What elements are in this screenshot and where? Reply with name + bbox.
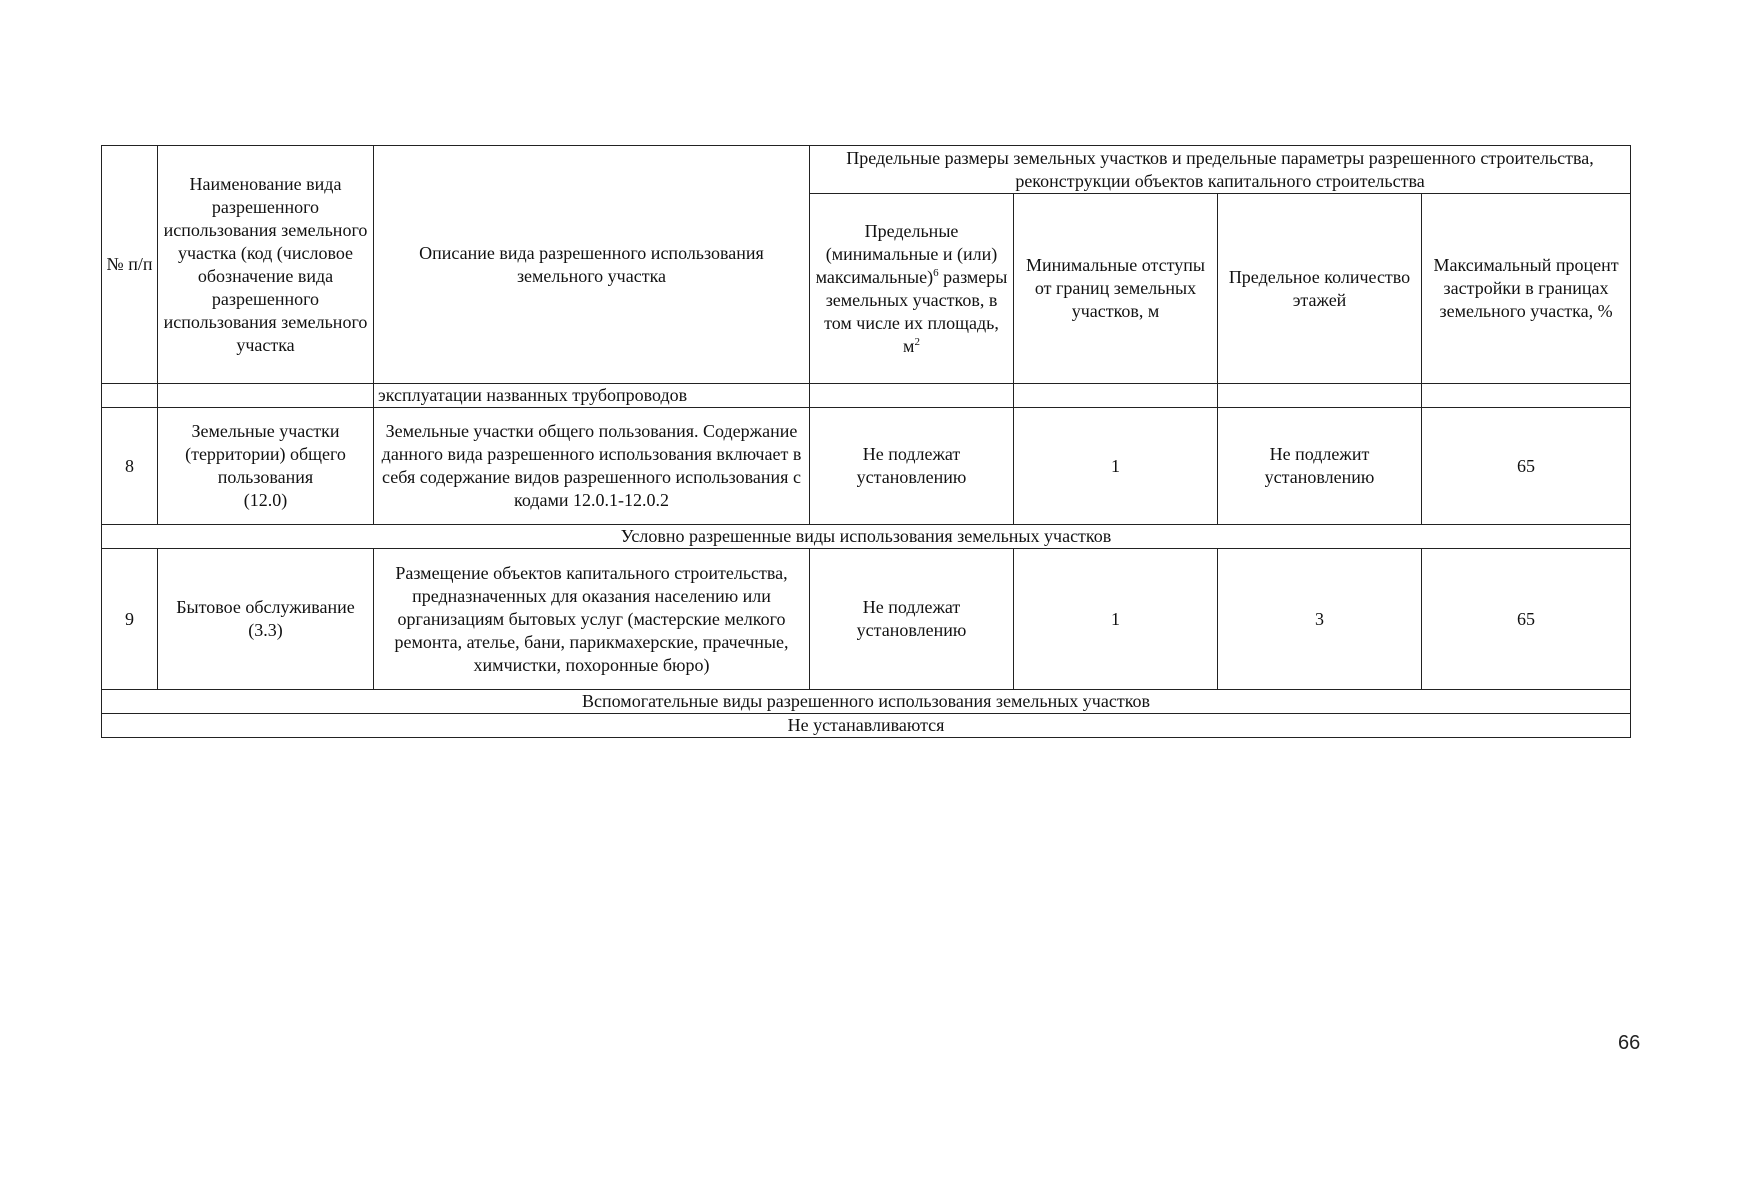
- row-floors: Не подлежит установлению: [1218, 408, 1422, 525]
- header-floors: Предельное количество этажей: [1218, 194, 1422, 384]
- row-description: Земельные участки общего пользования. Содержание данного вида разрешенного использования включает в себя содержание видов разрешенного использования с кодами 12.0.1-12.0.2: [374, 408, 810, 525]
- row-description: Размещение объектов капитального строительства, предназначенных для оказания населению или организациям бытовых услуг (мастерские мелкого ремонта, ателье, бани, парикмахерские, прачечные, химчистки, похоронные бюро): [374, 549, 810, 690]
- row-code: (12.0): [243, 490, 288, 510]
- section-auxiliary: Вспомогательные виды разрешенного использования земельных участков: [102, 690, 1631, 714]
- header-size-footnote: 6: [933, 266, 939, 279]
- header-setbacks: Минимальные отступы от границ земельных участков, м: [1014, 194, 1218, 384]
- row-setbacks: 1: [1014, 408, 1218, 525]
- page-number: 66: [1618, 1032, 1641, 1054]
- continuation-row: [102, 384, 1631, 408]
- row-name-text: Бытовое обслуживание: [176, 597, 355, 617]
- row-coverage: 65: [1422, 408, 1631, 525]
- header-size-unit: 2: [914, 335, 920, 348]
- row-size: Не подлежат установлению: [810, 408, 1014, 525]
- header-num: № п/п: [102, 146, 158, 384]
- row-num: 9: [102, 549, 158, 690]
- row-setbacks: 1: [1014, 549, 1218, 690]
- row-code: (3.3): [248, 620, 283, 640]
- section-row: [102, 714, 1631, 738]
- row-name-text: Земельные участки (территории) общего пользования: [185, 421, 346, 487]
- row-coverage: 65: [1422, 549, 1631, 690]
- header-row-1: [102, 146, 1631, 194]
- continuation-text: эксплуатации названных трубопроводов: [374, 384, 810, 408]
- header-parameters-group: Предельные размеры земельных участков и предельные параметры разрешенного строительства, реконструкции объектов капитального строительства: [810, 146, 1631, 194]
- section-row: [102, 690, 1631, 714]
- table-row: [102, 408, 1631, 525]
- row-floors: 3: [1218, 549, 1422, 690]
- section-conditional: Условно разрешенные виды использования земельных участков: [102, 525, 1631, 549]
- table-row: [102, 549, 1631, 690]
- header-description: Описание вида разрешенного использования земельного участка: [374, 146, 810, 384]
- section-not-set: Не устанавливаются: [102, 714, 1631, 738]
- row-size: Не подлежат установлению: [810, 549, 1014, 690]
- section-row: [102, 525, 1631, 549]
- row-num: 8: [102, 408, 158, 525]
- header-size-text2: размеры земельных участков, в том числе их площадь, м: [824, 266, 1008, 356]
- land-use-regulations-table: [101, 145, 1631, 738]
- header-size: [810, 194, 1014, 384]
- row-name: [158, 408, 374, 525]
- header-coverage: Максимальный процент застройки в границах земельного участка, %: [1422, 194, 1631, 384]
- header-name: Наименование вида разрешенного использования земельного участка (код (числовое обозначение вида разрешенного использования земельного участка: [158, 146, 374, 384]
- header-size-text: Предельные (минимальные и (или) максимальные): [815, 220, 998, 287]
- row-name: [158, 549, 374, 690]
